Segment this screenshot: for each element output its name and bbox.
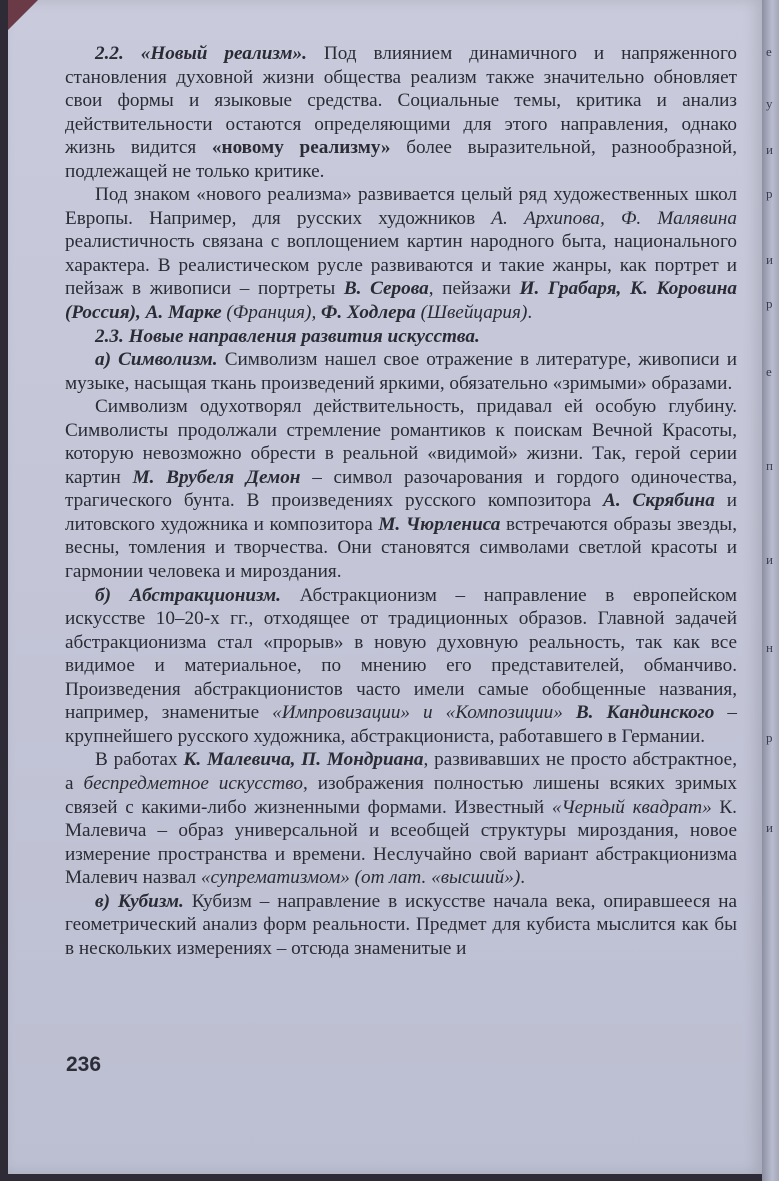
paragraph-new-realism: 2.2. «Новый реализм». Под влиянием динамичного и напряженного становления духовной жизни общества реализм также значительно обновляет свои формы и языковые средства. Социальные темы, критика и анализ действительности остаются определяющими для этого направления, однако жизнь видится «новому реализму» более выразительной, разнообразной, подлежащей не только критике. [65, 43, 737, 182]
subheading-abstractionism: б) Абстракционизм. [95, 584, 281, 606]
paragraph-abstractionism: б) Абстракционизм. Абстракционизм – направление в европейском искусстве 10–20-х гг., отходящее от традиционных образов. Главной задачей абстракционизма стал «прорыв» в новую духовную реальность, так как все видимое и материальное, по мнению его представителей, обманчиво. Произведения абстракционистов часто имели самые обобщенные названия, например, знаменитые «Импровизации» и «Композиции» В. Кандинского – крупнейшего русского художника, абстракциониста, работавшего в Германии. [65, 584, 738, 747]
section-heading-2-2: 2.2. «Новый реализм». [95, 43, 307, 64]
section-heading-2-3: 2.3. Новые направления развития искусства. [95, 325, 480, 347]
paragraph-cubism: в) Кубизм. Кубизм – направление в искусстве начала века, опиравшееся на геометрический анализ форм реальности. Предмет для кубиста мыслится как бы в нескольких измерениях – отсюда знаменитые и [65, 890, 737, 959]
paragraph-symbolism: а) Символизм. Символизм нашел свое отражение в литературе, живописи и музыке, насыщая ткань произведений яркими, обязательно «зримыми» образами. [65, 349, 737, 394]
paragraph-symbolism-detail: Символизм одухотворял действительность, придавал ей особую глубину. Символисты продолжали стремление романтиков к поискам Вечной Красоты, которую невозможно обрести в реальной «видимой» жизни. Так, герой серии картин М. Врубеля Демон – символ разочарования и гордого одиночества, трагического бунта. В произведениях русского композитора А. Скрябина и литовского художника и композитора М. Чюрлениса встречаются образы звезды, весны, томления и творчества. Они становятся символами светлой красоты и гармонии человека и мироздания. [65, 396, 738, 583]
subheading-symbolism: а) Символизм. [95, 349, 218, 371]
paragraph-malevich-mondrian: В работах К. Малевича, П. Мондриана, развивавших не просто абстрактное, а беспредметное искусство, изображения полностью лишены всяких зримых связей с какими-либо жизненными формами. Известный «Черный квадрат» К. Малевича – образ универсальной и всеобщей структуры мироздания, новое измерение пространства и времени. Неслучайно свой вариант абстракционизма Малевич назвал «супрематизмом» (от лат. «высший»). [65, 749, 737, 889]
page-number: 236 [66, 1053, 102, 1076]
corner-marker [8, 0, 38, 30]
paragraph-new-realism-schools: Под знаком «нового реализма» развивается целый ряд художественных школ Европы. Например, для русских художников А. Архипова, Ф. Малявина реалистичность связана с воплощением картин народного быта, национального характера. В реалистическом русле развиваются и такие жанры, как портрет и пейзаж в живописи – портреты В. Серова, пейзажи И. Грабаря, К. Коровина (Россия), А. Марке (Франция), Ф. Ходлера (Швейцария). [65, 184, 737, 324]
body-text [65, 42, 737, 960]
adjacent-page-edge: e у и р и р е п и н р и [762, 0, 779, 1181]
subheading-cubism: в) Кубизм. [95, 890, 184, 912]
book-page [8, 0, 762, 1174]
